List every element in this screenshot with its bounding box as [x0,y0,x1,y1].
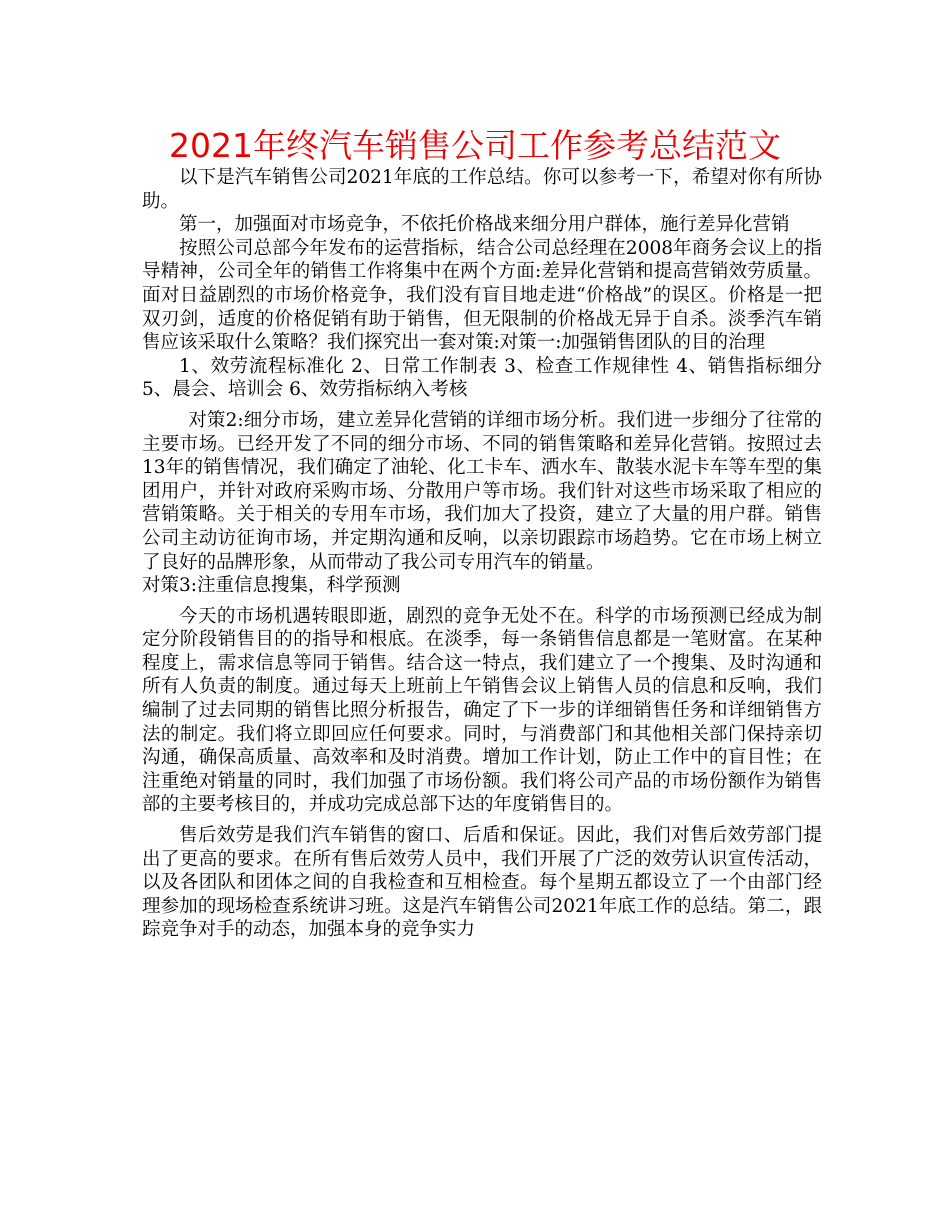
paragraph-strategy-overview: 按照公司总部今年发布的运营指标，结合公司总经理在2008年商务会议上的指导精神，公司全年的销售工作将集中在两个方面:差异化营销和提高营销效劳质量。面对日益剧烈的市场价格竞争，我们没有盲目地走进“价格战”的误区。价格是一把双刃剑，适度的价格促销有助于销售，但无限制的价格战无异于自杀。淡季汽车销售应该采取什么策略？我们探究出一套对策:对策一:加强销售团队的目的治理 [142,237,822,354]
paragraph-market-forecast: 今天的市场机遇转眼即逝，剧烈的竞争无处不在。科学的市场预测已经成为制定分阶段销售目的的指导和根底。在淡季，每一条销售信息都是一笔财富。在某种程度上，需求信息等同于销售。结合这一特点，我们建立了一个搜集、及时沟通和所有人负责的制度。通过每天上班前上午销售会议上销售人员的信息和反响，我们编制了过去同期的销售比照分析报告，确定了下一步的详细销售任务和详细销售方法的制定。我们将立即回应任何要求。同时，与消费部门和其他相关部门保持亲切沟通，确保高质量、高效率和及时消费。增加工作计划，防止工作中的盲目性；在注重绝对销量的同时，我们加强了市场份额。我们将公司产品的市场份额作为销售部的主要考核目的，并成功完成总部下达的年度销售目的。 [142,605,822,816]
paragraph-after-sales: 售后效劳是我们汽车销售的窗口、后盾和保证。因此，我们对售后效劳部门提出了更高的要求。在所有售后效劳人员中，我们开展了广泛的效劳认识宣传活动，以及各团队和团体之间的自我检查和互相检查。每个星期五都设立了一个由部门经理参加的现场检查系统讲习班。这是汽车销售公司2021年底工作的总结。第二，跟踪竞争对手的动态，加强本身的竞争实力 [142,825,822,941]
paragraph-measures-list: 1、效劳流程标准化 2、日常工作制表 3、检查工作规律性 4、销售指标细分 5、晨会、培训会 6、效劳指标纳入考核 [142,355,822,401]
document-body [142,166,822,942]
paragraph-strategy-3-heading: 对策3:注重信息搜集，科学预测 [142,575,401,597]
document-title: 2021年终汽车销售公司工作参考总结范文 [169,126,781,165]
paragraph-intro: 以下是汽车销售公司2021年底的工作总结。你可以参考一下，希望对你有所协助。 [142,167,822,212]
paragraph-strategy-2: 对策2:细分市场，建立差异化营销的详细市场分析。我们进一步细分了往常的主要市场。已经开发了不同的细分市场、不同的销售策略和差异化营销。按照过去13年的销售情况，我们确定了油轮、化工卡车、洒水车、散装水泥卡车等车型的集团用户，并针对政府采购市场、分散用户等市场。我们针对这些市场采取了相应的营销策略。关于相关的专用车市场，我们加大了投资，建立了大量的用户群。销售公司主动访征询市场，并定期沟通和反响，以亲切跟踪市场趋势。它在市场上树立了良好的品牌形象，从而带动了我公司专用汽车的销量。 [142,409,822,573]
paragraph-first-point-heading: 第一，加强面对市场竞争，不依托价格战来细分用户群体，施行差异化营销 [179,214,790,236]
